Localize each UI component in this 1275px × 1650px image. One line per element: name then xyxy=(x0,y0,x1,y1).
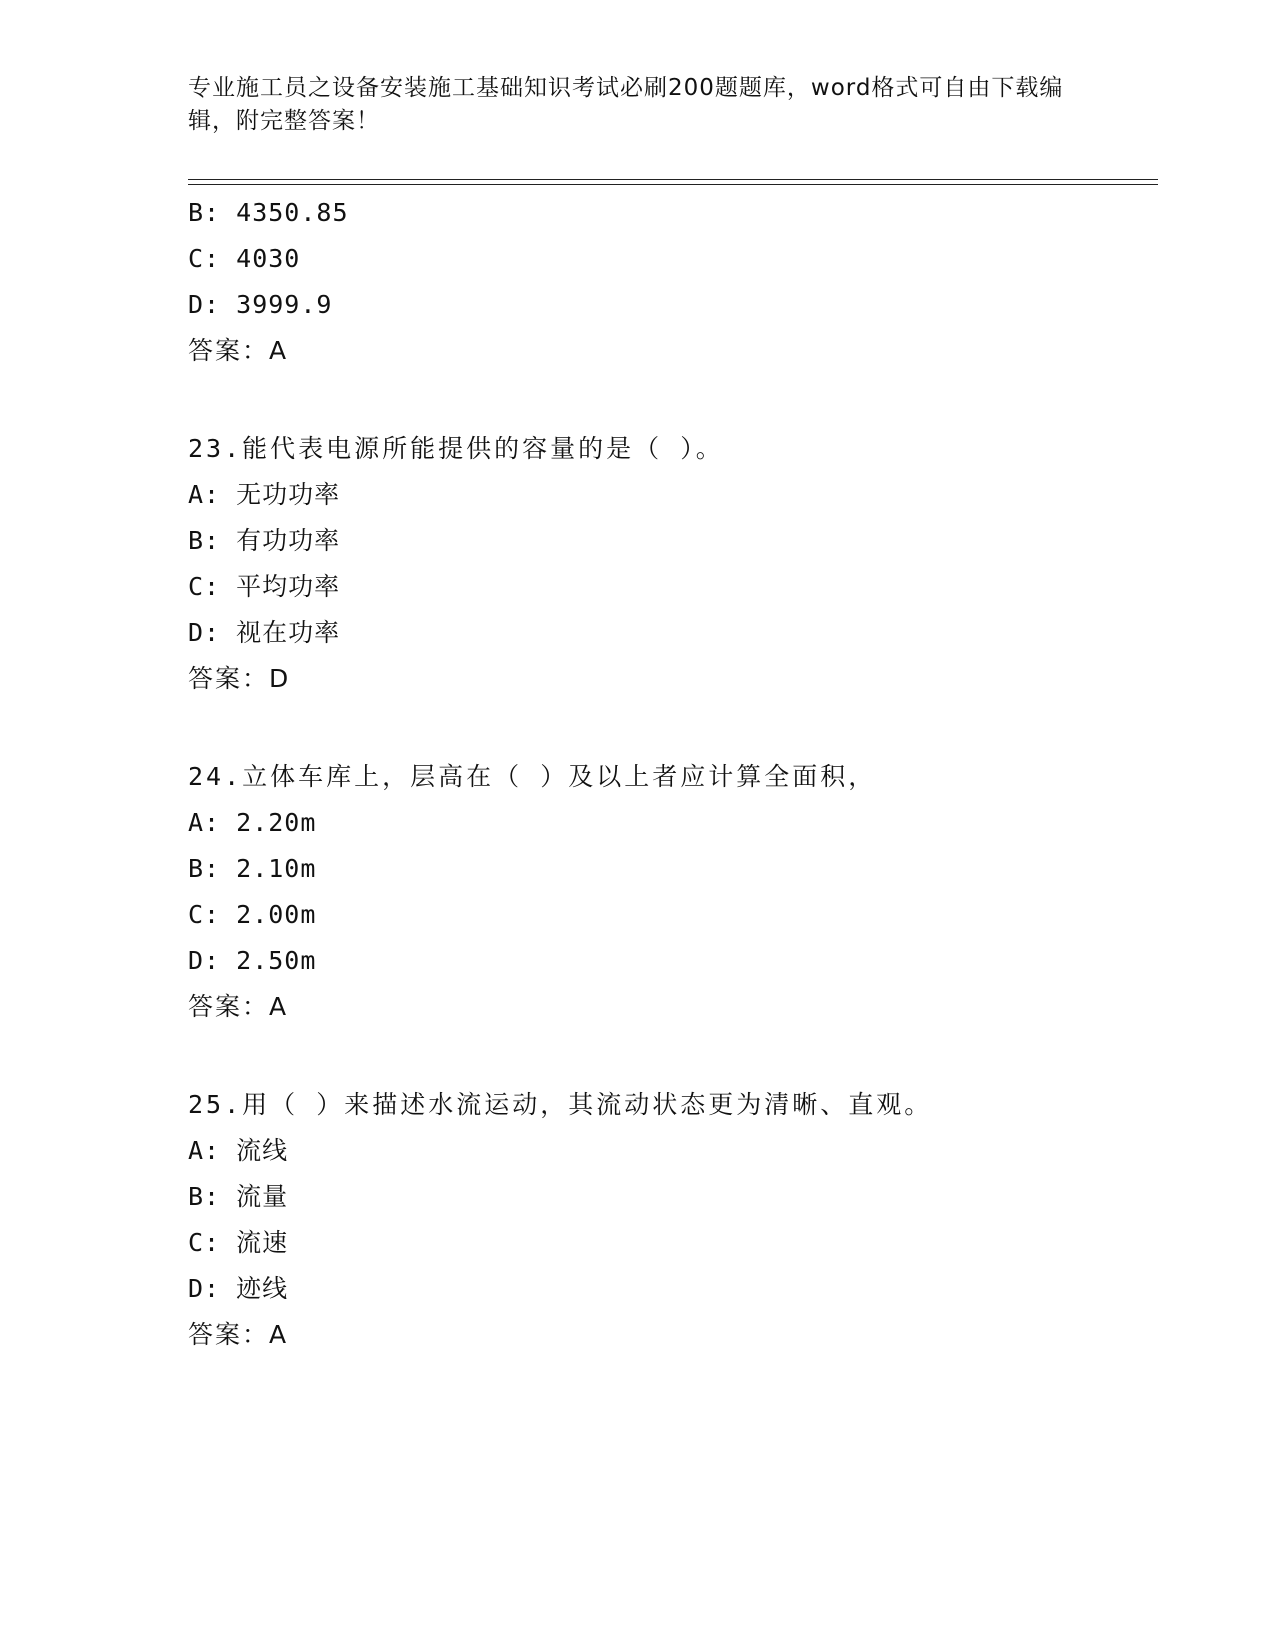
question-24 xyxy=(188,754,1168,1030)
answer-line: 答案：A xyxy=(188,336,289,365)
answer-line: 答案：A xyxy=(188,992,289,1021)
option-c: C: 平均功率 xyxy=(188,572,341,601)
option-b: B: 2.10m xyxy=(188,854,317,883)
option-a: A: 无功功率 xyxy=(188,480,341,509)
question-25 xyxy=(188,1082,1168,1358)
document-body xyxy=(188,190,1168,1358)
option-c: C: 流速 xyxy=(188,1228,289,1257)
question-stem: 23.能代表电源所能提供的容量的是（ ）。 xyxy=(188,434,724,463)
option-b: B: 有功功率 xyxy=(188,526,341,555)
option-a: A: 2.20m xyxy=(188,808,317,837)
option-c: C: 4030 xyxy=(188,244,301,273)
option-d: D: 3999.9 xyxy=(188,290,333,319)
option-d: D: 迹线 xyxy=(188,1274,289,1303)
option-b: B: 流量 xyxy=(188,1182,289,1211)
option-d: D: 2.50m xyxy=(188,946,317,975)
question-22-continued xyxy=(188,190,1168,374)
document-header xyxy=(188,72,1088,138)
header-divider-bottom xyxy=(188,184,1158,185)
answer-line: 答案：D xyxy=(188,664,291,693)
option-d: D: 视在功率 xyxy=(188,618,341,647)
question-stem: 24.立体车库上，层高在（ ）及以上者应计算全面积， xyxy=(188,762,877,791)
option-a: A: 流线 xyxy=(188,1136,289,1165)
question-stem: 25.用（ ）来描述水流运动，其流动状态更为清晰、直观。 xyxy=(188,1090,933,1119)
header-divider-top xyxy=(188,179,1158,180)
option-c: C: 2.00m xyxy=(188,900,317,929)
answer-line: 答案：A xyxy=(188,1320,289,1349)
header-title: 专业施工员之设备安装施工基础知识考试必刷200题题库，word格式可自由下载编辑，附完整答案！ xyxy=(188,75,1064,134)
question-23 xyxy=(188,426,1168,702)
option-b: B: 4350.85 xyxy=(188,198,349,227)
